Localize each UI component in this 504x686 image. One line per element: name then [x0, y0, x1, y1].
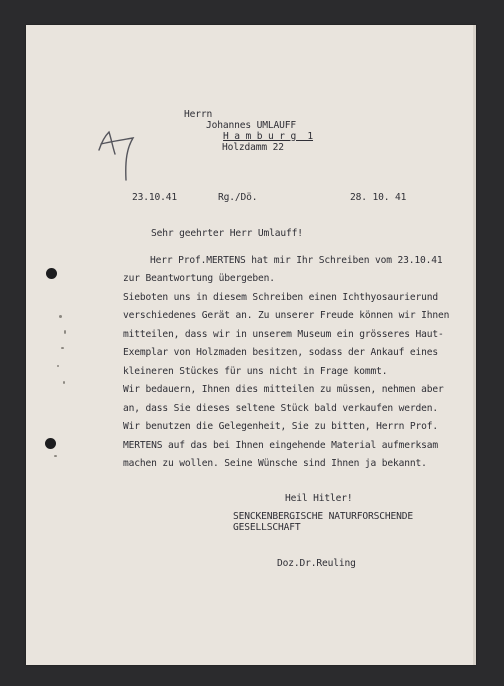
body-line: Wir bedauern, Ihnen dies mitteilen zu müssen, nehmen aber [123, 384, 444, 395]
organization-line-2: GESELLSCHAFT [233, 522, 301, 533]
body-line: an, dass Sie dieses seltene Stück bald verkaufen werden. [123, 403, 439, 414]
paper-speck [61, 347, 64, 349]
punch-hole-top [46, 268, 57, 279]
body-line: Exemplar von Holzmaden besitzen, sodass der Ankauf eines [123, 347, 439, 358]
letter-page [26, 25, 476, 665]
paper-edge [473, 25, 476, 665]
recipient-city: H a m b u r g 1 [223, 131, 314, 142]
handwritten-number-7 [95, 128, 139, 184]
body-line: mitteilen, dass wir in unserem Museum ein grösseres Haut- [123, 329, 444, 340]
body-line: machen zu wollen. Seine Wünsche sind Ihnen ja bekannt. [123, 458, 427, 469]
recipient-street: Holzdamm 22 [222, 142, 284, 153]
recipient-name: Johannes UMLAUFF [206, 120, 297, 131]
closing-salute: Heil Hitler! [285, 493, 353, 504]
punch-hole-bottom [45, 438, 56, 449]
greeting: Sehr geehrter Herr Umlauff! [151, 228, 303, 239]
paper-speck [54, 455, 57, 457]
their-letter-date: 23.10.41 [132, 192, 178, 203]
organization-line-1: SENCKENBERGISCHE NATURFORSCHENDE [233, 511, 414, 522]
body-line: Wir benutzen die Gelegenheit, Sie zu bitten, Herrn Prof. [123, 421, 439, 432]
recipient-salutation: Herrn [184, 109, 213, 120]
paper-speck [64, 330, 66, 334]
body-line: MERTENS auf das bei Ihnen eingehende Material aufmerksam [123, 440, 439, 451]
scan-background-left [0, 0, 26, 686]
paper-speck [57, 365, 59, 367]
body-line: kleineren Stückes für uns nicht in Frage kommt. [123, 366, 388, 377]
paper-speck [63, 381, 65, 384]
reference-initials: Rg./Dö. [218, 192, 258, 203]
body-line: verschiedenes Gerät an. Zu unserer Freude können wir Ihnen [123, 310, 450, 321]
paper-speck [59, 315, 62, 318]
letter-date: 28. 10. 41 [350, 192, 407, 203]
scan-background-bottom [0, 665, 504, 686]
body-line: Sieboten uns in diesem Schreiben einen Ichthyosaurierund [123, 292, 439, 303]
body-line: Herr Prof.MERTENS hat mir Ihr Schreiben vom 23.10.41 [150, 255, 443, 266]
signatory-name: Doz.Dr.Reuling [277, 558, 356, 569]
body-line: zur Beantwortung übergeben. [123, 273, 275, 284]
